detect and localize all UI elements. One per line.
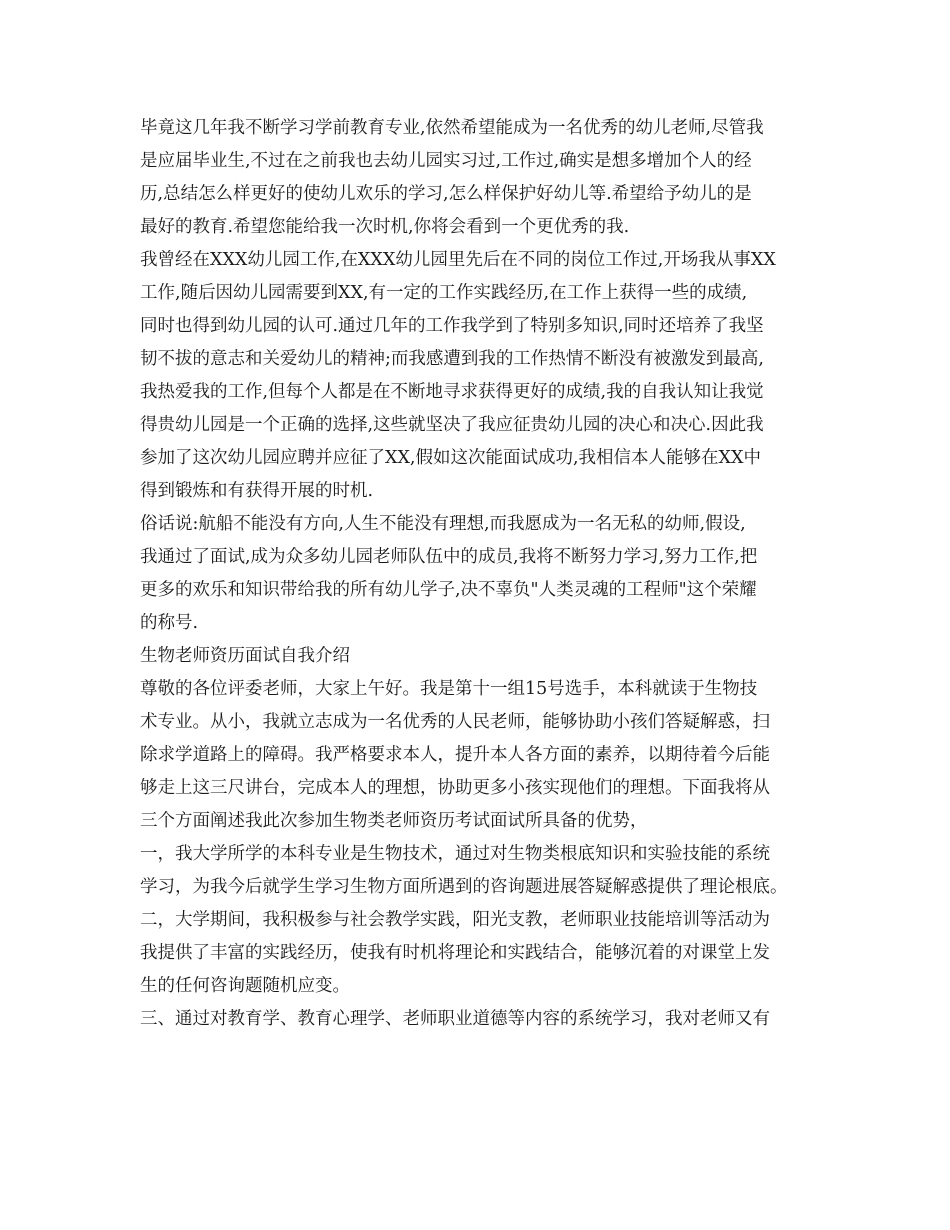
text-line: 毕竟这几年我不断学习学前教育专业,依然希望能成为一名优秀的幼儿老师,尽管我 xyxy=(140,118,764,138)
text-line: 工作,随后因幼儿园需要到XX,有一定的工作实践经历,在工作上获得一些的成绩, xyxy=(140,283,748,303)
text-line: 学习，为我今后就学生学习生物方面所遇到的咨询题进展答疑解惑提供了理论根底。 xyxy=(140,877,788,897)
text-line: 我曾经在XXX幼儿园工作,在XXX幼儿园里先后在不同的岗位工作过,开场我从事XX xyxy=(140,250,776,270)
section-heading: 生物老师资历面试自我介绍 xyxy=(140,646,350,666)
text-line: 是应届毕业生,不过在之前我也去幼儿园实习过,工作过,确实是想多增加个人的经 xyxy=(140,151,752,171)
text-line: 术专业。从小，我就立志成为一名优秀的人民老师，能够协助小孩们答疑解惑，扫 xyxy=(140,712,770,732)
text-line: 三个方面阐述我此次参加生物类老师资历考试面试所具备的优势， xyxy=(140,811,648,831)
text-line: 我提供了丰富的实践经历，使我有时机将理论和实践结合，能够沉着的对课堂上发 xyxy=(140,943,770,963)
text-line: 同时也得到幼儿园的认可.通过几年的工作我学到了特别多知识,同时还培养了我坚 xyxy=(140,316,764,336)
document-body xyxy=(140,112,830,1036)
text-line: 够走上这三尺讲台，完成本人的理想，协助更多小孩实现他们的理想。下面我将从 xyxy=(140,778,770,798)
text-line: 二，大学期间，我积极参与社会教学实践，阳光支教，老师职业技能培训等活动为 xyxy=(140,910,770,930)
text-line: 韧不拔的意志和关爱幼儿的精神;而我感遭到我的工作热情不断没有被激发到最高, xyxy=(140,349,764,369)
text-line: 得到锻炼和有获得开展的时机. xyxy=(140,481,374,501)
text-line: 历,总结怎么样更好的使幼儿欢乐的学习,怎么样保护好幼儿等.希望给予幼儿的是 xyxy=(140,184,752,204)
text-line: 俗话说:航船不能没有方向,人生不能没有理想,而我愿成为一名无私的幼师,假设, xyxy=(140,514,746,534)
text-line: 最好的教育.希望您能给我一次时机,你将会看到一个更优秀的我. xyxy=(140,217,630,237)
text-line: 得贵幼儿园是一个正确的选择,这些就坚决了我应征贵幼儿园的决心和决心.因此我 xyxy=(140,415,764,435)
text-line: 更多的欢乐和知识带给我的所有幼儿学子,决不辜负"人类灵魂的工程师"这个荣耀 xyxy=(140,580,757,600)
text-line: 尊敬的各位评委老师，大家上午好。我是第十一组15号选手，本科就读于生物技 xyxy=(140,679,758,699)
text-line: 我热爱我的工作,但每个人都是在不断地寻求获得更好的成绩,我的自我认知让我觉 xyxy=(140,382,764,402)
text-line: 除求学道路上的障碍。我严格要求本人，提升本人各方面的素养，以期待着今后能 xyxy=(140,745,770,765)
text-line: 参加了这次幼儿园应聘并应征了XX,假如这次能面试成功,我相信本人能够在XX中 xyxy=(140,448,761,468)
text-line: 我通过了面试,成为众多幼儿园老师队伍中的成员,我将不断努力学习,努力工作,把 xyxy=(140,547,758,567)
text-line: 的称号. xyxy=(140,613,199,633)
text-line: 一，我大学所学的本科专业是生物技术，通过对生物类根底知识和实验技能的系统 xyxy=(140,844,770,864)
text-line: 三、通过对教育学、教育心理学、老师职业道德等内容的系统学习，我对老师又有 xyxy=(140,1009,770,1029)
text-line: 生的任何咨询题随机应变。 xyxy=(140,976,350,996)
